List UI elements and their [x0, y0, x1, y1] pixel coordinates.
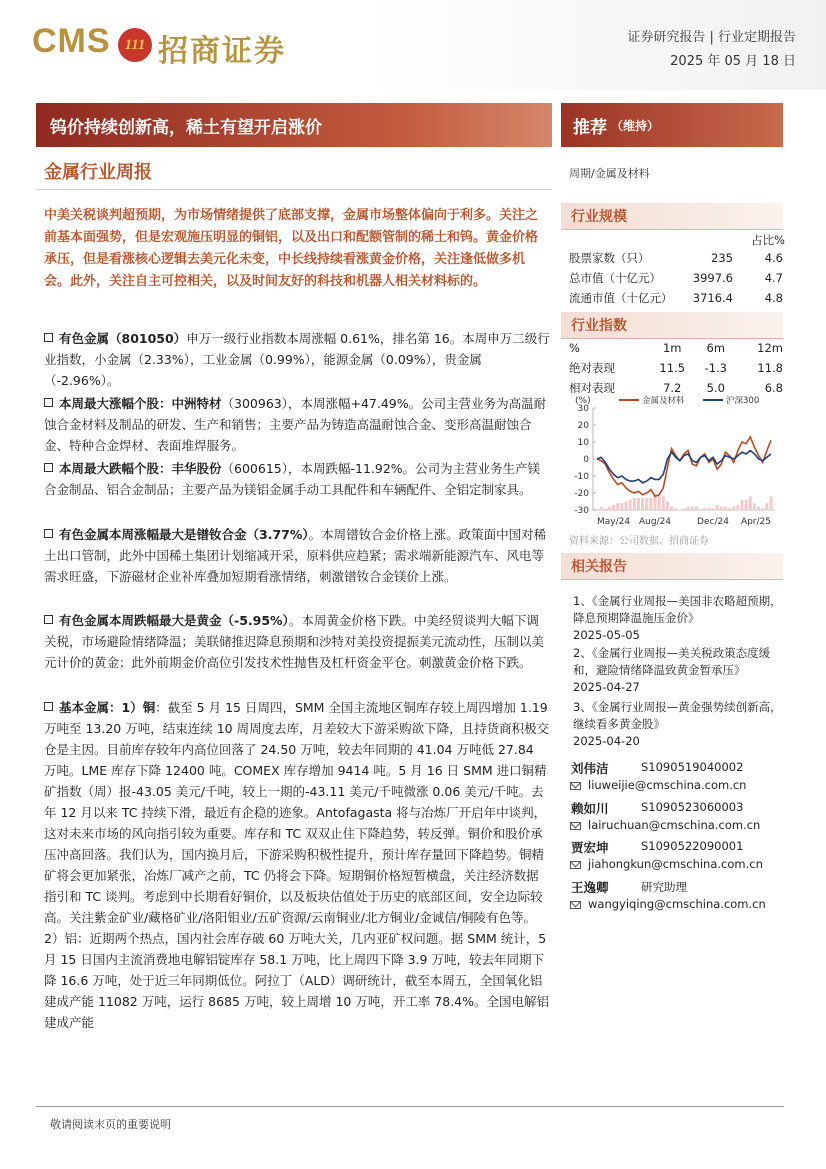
x-tick-label: Aug/24	[638, 517, 672, 527]
y-axis-label: (%)	[575, 396, 591, 406]
bullet-item	[44, 610, 550, 673]
table-row	[569, 358, 783, 378]
relative-bar	[707, 508, 710, 510]
relative-bar	[724, 507, 727, 510]
bullet-bold: 有色金属本周跌幅最大是黄金（-5.95%）	[59, 613, 289, 628]
relative-bar	[658, 495, 661, 510]
bullet-item	[44, 524, 550, 587]
mail-icon	[570, 822, 581, 830]
divider	[561, 579, 783, 580]
relative-bar	[720, 507, 723, 510]
divider	[561, 229, 783, 230]
divider	[36, 189, 552, 190]
column-header: 6m	[706, 341, 726, 355]
analyst-id: S1090523060003	[641, 800, 744, 814]
x-tick-label: Apr/25	[740, 517, 771, 527]
row-label: 绝对表现	[569, 361, 615, 375]
index-chart	[561, 392, 783, 532]
row-label: 相对表现	[569, 381, 615, 395]
x-tick-label: May/24	[597, 517, 631, 527]
relative-bar	[645, 498, 648, 510]
analyst-name: 刘伟洁	[571, 761, 609, 776]
bullet-text: 。本周镨钕合金价格上涨。政策面中国对稀土出口管制，此外中国稀土集团计划缩减开采，原料供应趋紧；需求端新能源汽车、风电等需求旺盛，下游磁材企业补库叠加短期看涨情绪，刺激镨钕合金镁价上涨。	[44, 527, 547, 584]
relative-bar	[637, 498, 640, 510]
logo-company-name: 招商证券	[158, 34, 286, 69]
column-header: 1m	[662, 341, 682, 355]
report-title: 钨价持续创新高，稀土有望开启涨价	[36, 103, 552, 147]
legend-label: 沪深300	[726, 396, 760, 406]
related-report-title: 3、《金属行业周报—黄金强势续创新高，继续看多黄金股》	[573, 700, 782, 731]
cell: -1.3	[704, 361, 727, 375]
table-row	[569, 248, 783, 268]
section-title: 金属行业周报	[44, 162, 152, 183]
analyst-email[interactable]: liuweijie@cmschina.com.cn	[588, 778, 747, 792]
relative-bar	[666, 502, 669, 511]
industry-scale-heading: 行业规模	[561, 203, 783, 229]
bullet-square-icon	[44, 702, 53, 711]
relative-bar	[736, 505, 739, 510]
row-value: 3997.6	[692, 271, 733, 285]
relative-bar	[670, 507, 673, 510]
relative-bar	[753, 503, 756, 510]
relative-bar	[745, 500, 748, 510]
mail-icon	[570, 901, 581, 909]
cell: 7.2	[663, 381, 682, 395]
relative-bar	[641, 498, 644, 510]
bullet-square-icon	[44, 529, 53, 538]
related-report-date: 2025-04-20	[573, 734, 640, 748]
analyst-name: 赖如川	[571, 801, 609, 816]
bullet-square-icon	[44, 463, 53, 472]
relative-bar	[691, 507, 694, 510]
row-share: 4.6	[764, 251, 783, 265]
bullet-text: （300963），本周涨幅+47.49%。公司主营业务为高温耐蚀合金材料及制品的研发、生产和销售；主要产品为铸造高温耐蚀合金、变形高温耐蚀合金、特种合金焊材、表面堆焊服务。	[44, 396, 547, 453]
analyst-role: 研究助理	[641, 880, 687, 894]
related-report-date: 2025-05-05	[573, 628, 640, 642]
relative-bar	[649, 498, 652, 510]
column-header: 12m	[757, 341, 783, 355]
y-tick-label: 0	[583, 455, 589, 465]
analyst-email[interactable]: wangyiqing@cmschina.com.cn	[588, 897, 766, 911]
logo-text: CMS	[32, 22, 111, 60]
bullet-bold: 本周最大涨幅个股：中洲特材	[59, 396, 222, 411]
table-header-row	[569, 338, 783, 358]
column-header: %	[569, 341, 580, 355]
series-line-hs300	[597, 451, 771, 483]
bullet-text: 申万一级行业指数本周涨幅 0.61%，排名第 16。本周申万二级行业指数，小金属（2.33%），工业金属（0.99%），能源金属（0.09%），贵金属（-2.96%）。	[44, 331, 550, 388]
footer-divider	[36, 1106, 784, 1107]
relative-bar	[765, 503, 768, 510]
industry-scale-table	[569, 248, 783, 308]
y-tick-label: -10	[574, 472, 589, 482]
cell: 5.0	[706, 381, 725, 395]
relative-bar	[633, 498, 636, 510]
bullet-text: ：截至 5 月 15 日周四，SMM 全国主流地区铜库存较上周四增加 1.19 万吨至 13.20 万吨，结束连续 10 周周度去库，月差较大下游采购欲下降，且持货商积极交仓是主因。目前库存较年内高位回落了 24.50 万吨，较去年同期的 41.04 万吨低 27.84 万吨。LME 库存下降 12400 吨。COMEX 库存增加 9414 吨。5 月 16 日 SMM 进口铜精矿指数（周）报-43.05 美元/千吨，较上一期的-43.11 美元/千吨微涨 0.06 美元/千吨。去年 12 月以来 TC 持续下滑，最近有企稳的迹象。Antofagasta 将与冶炼厂开启年中谈判，这对未来市场的风向指引较为重要。库存和 TC 双双止住下降趋势，转反弹。铜价和股价承压冲高回落。我们认为，国内换月后，下游采购积极性提升，预计库存量回下降趋势。铜精矿将会更加紧张，冶炼厂减产之前，TC 仍将会下降。短期铜价格短暂横盘，关注经济数据指引和 TC 谈判。考虑到中长期看好铜价，以及板块估值处于历史的底部区间，安全边际较高。关注紫金矿业/藏格矿业/洛阳钼业/五矿资源/云南铜业/北方铜业/金诚信/铜陵有色等。2）铝：近期两个热点，国内社会库存破 60 万吨大关，几内亚矿权问题。据 SMM 统计，5 月 15 日国内主流消费地电解铝锭库存 58.1 万吨，比上周四下降 3.9 万吨，较去年同期下降 16.6 万吨，处于近三年同期低位。阿拉丁（ALD）调研统计，截至本周五，全国氧化铝建成产能 11082 万吨，运行 8685 万吨，较上周增 10 万吨，开工率 78.4%。全国电解铝建成产能	[44, 700, 550, 1030]
row-value: 3716.4	[692, 291, 733, 305]
relative-bar	[728, 508, 731, 510]
chart-source: 资料来源：公司数据、招商证券	[569, 536, 709, 547]
bullet-text: 。本周黄金价格下跌。中美经贸谈判大幅下调关税，市场避险情绪降温；美联储推迟降息预期和沙特对美投资提振美元流动性，压制以美元计价的黄金；此外前期金价高位引发技术性抛售及杠杆资金平仓。刺激黄金价格下跌。	[44, 613, 545, 670]
analyst-id: S1090519040002	[641, 760, 744, 774]
relative-bar	[703, 508, 706, 510]
relative-bar	[616, 503, 619, 510]
relative-bar	[620, 503, 623, 510]
row-label: 流通市值（十亿元）	[569, 291, 673, 305]
rating-main: 推荐	[573, 117, 607, 138]
share-label: 占比%	[751, 233, 785, 247]
bullet-bold: 有色金属（801050）	[59, 331, 187, 346]
bullet-square-icon	[44, 333, 53, 342]
relative-bar	[674, 508, 677, 510]
legend-label: 金属及材料	[642, 396, 685, 406]
industry-index-heading: 行业指数	[561, 312, 783, 338]
footer-note: 敬请阅读末页的重要说明	[50, 1118, 171, 1131]
relative-bar	[712, 508, 715, 510]
relative-bar	[732, 507, 735, 510]
analyst-email[interactable]: jiahongkun@cmschina.com.cn	[588, 857, 763, 871]
cell: 11.8	[757, 361, 783, 375]
relative-bar	[687, 507, 690, 510]
related-report-title: 1、《金属行业周报—美国非农略超预期，降息预期降温施压金价》	[573, 594, 782, 625]
category-label: 周期/金属及材料	[569, 167, 650, 180]
relative-bar	[600, 507, 603, 510]
rating-badge	[561, 103, 783, 147]
series-line-metals	[597, 437, 771, 497]
report-date: 2025 年 05 月 18 日	[670, 54, 796, 69]
relative-bar	[716, 505, 719, 510]
industry-index-table	[569, 338, 783, 398]
related-report-title: 2、《金属行业周报—美关税政策态度缓和，避险情绪降温致黄金暂承压》	[573, 646, 771, 677]
row-label: 总市值（十亿元）	[569, 271, 661, 285]
y-tick-label: -20	[574, 489, 589, 499]
mail-icon	[570, 782, 581, 790]
relative-bar	[625, 502, 628, 511]
relative-bar	[741, 500, 744, 510]
row-label: 股票家数（只）	[569, 251, 650, 265]
relative-bar	[604, 508, 607, 510]
cell: 6.8	[764, 381, 783, 395]
analyst-name: 王逸卿	[571, 880, 609, 895]
mail-icon	[570, 861, 581, 869]
table-row	[569, 288, 783, 308]
analyst-email[interactable]: lairuchuan@cmschina.com.cn	[588, 818, 761, 832]
bullet-bold: 基本金属：1）铜	[59, 700, 156, 715]
relative-bar	[662, 496, 665, 510]
relative-bar	[608, 507, 611, 510]
y-tick-label: 10	[577, 438, 589, 448]
row-share: 4.8	[764, 291, 783, 305]
analyst-id: S1090522090001	[641, 839, 744, 853]
relative-bar	[761, 508, 764, 510]
bullet-item	[44, 697, 550, 1033]
bullet-bold: 有色金属本周涨幅最大是镨钕合金（3.77%）	[59, 527, 309, 542]
table-row	[569, 268, 783, 288]
x-tick-label: Dec/24	[697, 517, 729, 527]
related-report-date: 2025-04-27	[573, 680, 640, 694]
bullet-item	[44, 393, 550, 456]
y-tick-label: 30	[577, 404, 589, 414]
y-tick-label: -30	[574, 506, 589, 516]
related-report-item[interactable]	[573, 699, 783, 750]
summary-paragraph: 中美关税谈判超预期，为市场情绪提供了底部支撑，金属市场整体偏向于利多。关注之前基本面强势，但是宏观施压明显的铜铝，以及出口和配额管制的稀土和钨。黄金价格承压，但是看涨核心逻辑去美元化未变，中长线持续看涨黄金价格，关注逢低做多机会。此外，关注自主可控相关，以及时间友好的科技和机器人相关材料标的。	[44, 208, 539, 289]
row-value: 235	[711, 251, 733, 265]
bullet-item	[44, 328, 550, 391]
row-share: 4.7	[764, 271, 783, 285]
relative-bar	[757, 507, 760, 510]
relative-bar	[770, 496, 773, 510]
related-report-item[interactable]	[573, 593, 783, 644]
logo-icon: 111	[118, 28, 152, 62]
relative-bar	[683, 508, 686, 510]
y-tick-label: 20	[577, 421, 589, 431]
related-report-item[interactable]	[573, 645, 783, 696]
analyst-name: 贾宏坤	[571, 840, 609, 855]
relative-bar	[695, 507, 698, 510]
bullet-text: （600615），本周跌幅-11.92%。公司为主营业务生产镁合金制品、铝合金制品；主要产品为镁铝金属手动工具配件和车辆配件、全铝定制家具。	[44, 461, 541, 497]
relative-bar	[629, 500, 632, 510]
cell: 11.5	[659, 361, 686, 375]
bullet-square-icon	[44, 615, 53, 624]
bullet-square-icon	[44, 398, 53, 407]
related-heading: 相关报告	[561, 553, 783, 579]
relative-bar	[749, 496, 752, 510]
relative-bar	[612, 505, 615, 510]
report-type: 证券研究报告 | 行业定期报告	[627, 30, 796, 45]
bullet-bold: 本周最大跌幅个股：丰华股份	[59, 461, 222, 476]
bullet-item	[44, 458, 550, 500]
rating-sub: （维持）	[611, 118, 660, 133]
